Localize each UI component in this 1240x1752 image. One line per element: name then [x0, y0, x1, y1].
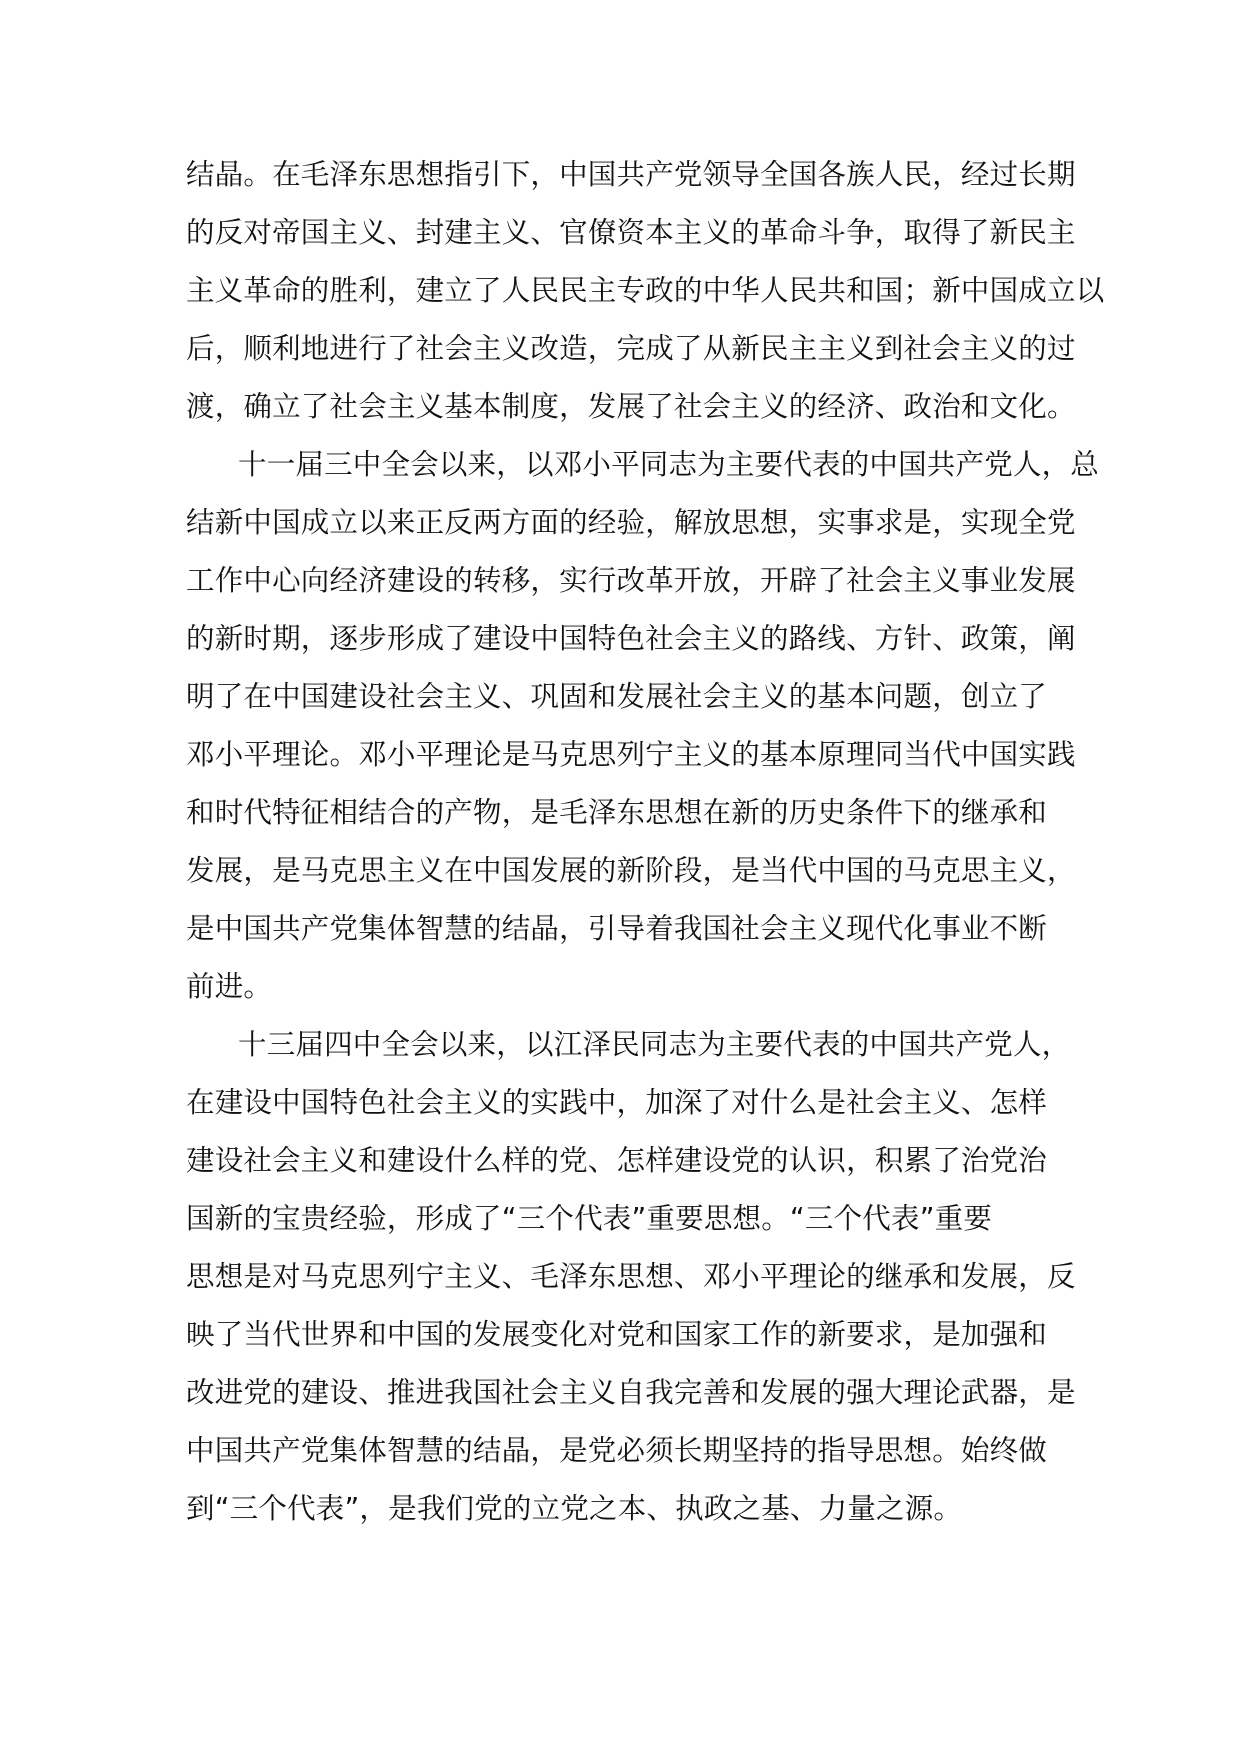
- text-line: 映了当代世界和中国的发展变化对党和国家工作的新要求，是加强和: [186, 1318, 1048, 1351]
- text-line: 十三届四中全会以来，以江泽民同志为主要代表的中国共产党人，: [238, 1028, 1071, 1061]
- text-line: 国新的宝贵经验，形成了“三个代表”重要思想。“三个代表”重要: [186, 1202, 993, 1235]
- text-line: 的新时期，逐步形成了建设中国特色社会主义的路线、方针、政策，阐: [186, 622, 1076, 655]
- text-line: 后，顺利地进行了社会主义改造，完成了从新民主主义到社会主义的过: [186, 332, 1076, 365]
- text-line: 发展，是马克思主义在中国发展的新阶段，是当代中国的马克思主义，: [186, 854, 1076, 887]
- text-line: 十一届三中全会以来，以邓小平同志为主要代表的中国共产党人，总: [238, 448, 1100, 481]
- text-line: 结新中国成立以来正反两方面的经验，解放思想，实事求是，实现全党: [186, 506, 1076, 539]
- text-line: 前进。: [186, 970, 273, 1003]
- text-line: 是中国共产党集体智慧的结晶，引导着我国社会主义现代化事业不断: [186, 912, 1048, 945]
- paragraph-2: [186, 436, 1100, 1016]
- text-line: 渡，确立了社会主义基本制度，发展了社会主义的经济、政治和文化。: [186, 390, 1076, 423]
- document-body: [186, 146, 1105, 1538]
- text-line: 邓小平理论。邓小平理论是马克思列宁主义的基本原理同当代中国实践: [186, 738, 1076, 771]
- text-line: 在建设中国特色社会主义的实践中，加深了对什么是社会主义、怎样: [186, 1086, 1048, 1119]
- paragraph-3: [186, 1016, 1076, 1538]
- text-line: 的反对帝国主义、封建主义、官僚资本主义的革命斗争，取得了新民主: [186, 216, 1076, 249]
- text-line: 主义革命的胜利，建立了人民民主专政的中华人民共和国；新中国成立以: [186, 274, 1105, 307]
- text-line: 改进党的建设、推进我国社会主义自我完善和发展的强大理论武器，是: [186, 1376, 1076, 1409]
- text-line: 和时代特征相结合的产物，是毛泽东思想在新的历史条件下的继承和: [186, 796, 1048, 829]
- paragraph-1: [186, 146, 1105, 436]
- text-line: 结晶。在毛泽东思想指引下，中国共产党领导全国各族人民，经过长期: [186, 158, 1076, 191]
- text-line: 明了在中国建设社会主义、巩固和发展社会主义的基本问题，创立了: [186, 680, 1048, 713]
- text-line: 思想是对马克思列宁主义、毛泽东思想、邓小平理论的继承和发展，反: [186, 1260, 1076, 1293]
- text-line: 中国共产党集体智慧的结晶，是党必须长期坚持的指导思想。始终做: [186, 1434, 1048, 1467]
- text-line: 建设社会主义和建设什么样的党、怎样建设党的认识，积累了治党治: [186, 1144, 1048, 1177]
- text-line: 到“三个代表”，是我们党的立党之本、执政之基、力量之源。: [186, 1492, 963, 1525]
- text-line: 工作中心向经济建设的转移，实行改革开放，开辟了社会主义事业发展: [186, 564, 1076, 597]
